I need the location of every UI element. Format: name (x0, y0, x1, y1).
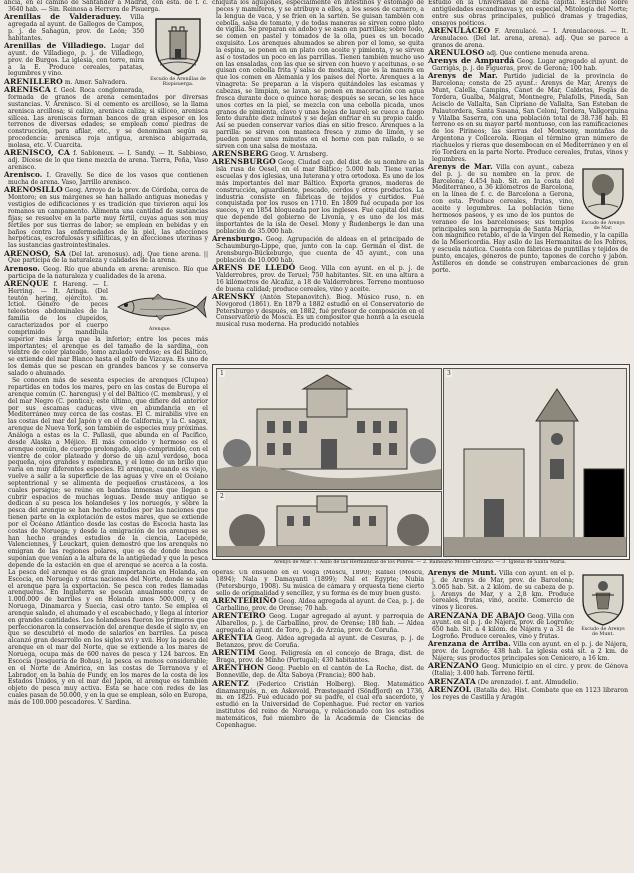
column-right-lower (428, 570, 628, 865)
entry-body: Geog. Agrupación de aldeas en el principado de Schaumburgo-Lippe, que, junto con la cap. Germán el dist. de Arensburgo-Bückeburgo, que cuenta de 45 ayunt., con una población de 10.000 hab. (216, 236, 424, 264)
entry-body: Geog. Aldea agregada al ayunt. de Cea, p. j. de Carballino, prov. de Orense; 70 hab. (216, 597, 424, 612)
headword: ARENZANA DE ABAJO (428, 610, 526, 620)
entry-text: ancia, en el camino de Santander a Madrid, con esta. de f. c. 3640 hab. — Sin. Reinosa a Herrera de Pisuerga. (4, 0, 208, 13)
church-santa-maria-illustration (444, 369, 626, 556)
entry-arenosillo (4, 187, 208, 250)
entry-body: Geog. Feligresía en el concejo de Braga, dist. de Braga, prov. de Minho (Portugal); 430 habitantes. (216, 650, 424, 665)
plate-number: 2 (220, 493, 224, 500)
entry-body: Geog. Villa con ayunt. en el p. j. de Valderrobres, prov. de Teruel; 750 habitantes. Sit. en una altura a 16 kilómetros de Alcañiz, a 18 de Valderrobres. Terreno montuoso de buena calidad; produce cereales, vino y aceite. (216, 265, 424, 293)
figure-coat-of-arms-arenys-de-munt (578, 571, 628, 637)
headword: Arenys de Munt. (428, 570, 497, 577)
headword: Arenoso. (4, 263, 40, 273)
headword: ARENTZ (212, 678, 249, 688)
entry-body: f. Sabloneux. — I. Sandy. — It. Sabbioso, adj. Dícese de lo que tiene mezcla de arena. Tierra, Peña, Vaso arenisco. (8, 150, 208, 171)
entry-arenulaceo (428, 25, 628, 50)
entry-body: Geog. Río que abunda en arena: arenisco. Río que participa de la naturaleza y cualidades de la arena. (8, 265, 208, 280)
coat-of-arms-tree-icon (578, 165, 628, 221)
headword: Arenys de Ampurdá (428, 56, 515, 66)
entry-arenisca (4, 87, 208, 150)
building-asylum-illustration (217, 369, 441, 489)
headword: Arenillas de Villadiego. (4, 41, 107, 51)
headword: ARENSKY (212, 291, 255, 301)
headword: Arenisco. (4, 170, 43, 180)
headword: Arensburgo. (212, 234, 263, 244)
entry-body: Lugar del ayunt. de Villadiego, p. j. de Villadiego, prov. de Burgos. La iglesia, con torre, mira a la E. Produce cereales, patatas, legumbres y vino. (8, 43, 144, 78)
figure-caption: Escudo de Arenillas de Riopisuerga. (150, 77, 206, 88)
engraving-plates-arenys-de-mar (212, 364, 630, 560)
headword: ARENSBURGO (212, 157, 276, 167)
entry-arens-de-lledo (212, 265, 424, 293)
entry-body: f. Geol. Roca conglomerada, formada de granos de arena cementados por diversas sustancias. V. Arenisco. Si el cemento es arcilloso, se la llama arenisca arcillosa; si calizo, arenisca caliza; si silíceo, arenisca silícea. Las areniscas forman bancos de gran espesor en los terrenos de diversas edades; se emplean como piedras de construcción, para afilar, etc., y se denominan según su procedencia: arenisca roja antigua, arenisca abigarrada, molasa, etc. V. Cuarcita. (8, 87, 208, 149)
plate-iglesia (443, 368, 627, 557)
entry-arenteiro (212, 613, 424, 635)
headword: ARENTEIRIÑO (212, 595, 277, 605)
entry-body: Villa agregada al ayunt. de Gallegos de Campos, p. j. de Sahagún, prov. de León; 350 habitantes. (8, 14, 144, 42)
headword: ARENZOL (428, 685, 472, 694)
entry-body: Geog. Ciudad cap. del dist. de su nombre en la isla rusa de Oesel, en el mar Báltico; 5.000 hab. Tiene varias escuelas y dos iglesias, una luterana y otra ortodoxa. Es uno de los más importantes del mar Báltico. Exporta granos, maderas de construcción, aguardiente, pescado, cerdos y otros productos. La industria consiste en fábricas de tejidos y curtidos. Fué conquistada por los rusos en 1710. En 1809 fué ocupada por los suecos, y en 1854 bloqueada por los ingleses. Fué capital del dist. que depende del gobierno de Livonia, y es uno de los más importantes de la isla de Oesel. Mony y Rudenbergs le dan una población de 35.000 hab. (216, 159, 424, 235)
entry-arenisco (4, 150, 208, 172)
figure-coat-of-arms-arenillas-riopisuerga (148, 15, 208, 87)
headword: ARENULÁCEO (428, 25, 491, 35)
entry-body: Geog. V. Arnsberg. (270, 151, 329, 159)
entry-body: Geog. Municipio en el circ. y prov. de Génova (Italia); 3.400 hab. Terreno fértil. (432, 663, 628, 678)
entry-arenys-de-mar-partido (428, 73, 628, 163)
building-spa-illustration (217, 492, 441, 556)
figure-coat-of-arms-arenys-de-mar (578, 165, 628, 231)
column-left (4, 0, 208, 865)
plate-number: 3 (447, 370, 451, 377)
herring-fish-icon (112, 287, 208, 327)
entry-body: F. Arenulacé. — I. Arenulaceous. — It. Arenulaceo. (Del lat. arena, arena). adj. Que se parece a granos de arena. (432, 27, 628, 49)
entry-body: (Antón Stepanovitch). Biog. Músico ruso, n. en Novgorod (1861). En 1879 a 1882 estudió en el Conservatorio de Petersburgo y después, en 1882, fué profesor de composición en el Conservatorio de Moscú. Es un compositor que honra a la escuela musical rusa moderna. Ha producido notables (216, 293, 424, 329)
entry-body: f. Hareng. — I. Herring. — It. Aringa. (Del teutón hering, ejército). m. Ictiol. Género de peces teleósteos abdominales de la familia de los clupeidos, caracterizados por el cuerpo comprimido y mandíbula superior más larga que la inferior; entre los peces más importantes; el arenque es del tamaño de la sardina, con vientre de color plateado, lomo azulado verdoso; es del Báltico, se extiende del mar Blanco hasta el golfo de Vizcaya. Es uno de los demás que se pescan en grandes bancos y se conserva salado o ahumado. (8, 280, 208, 377)
entry-body: Geog. Aldea agregada al ayunt. de Cesuras, p. j. de Betanzos, prov. de Coruña. (216, 635, 424, 649)
headword: ARENILLERO (4, 76, 63, 86)
entry-text: Estudió en la Universidad de dicha capital. Escribió sobre antigüedades escandinavas y, en especial, Mitología del Norte; entre sus obras principales, publicó dramas y tragedias, ensayos poéticos. (428, 0, 628, 27)
headword: ARENQUE (4, 278, 49, 288)
entry-body: Partido judicial de la provincia de Barcelona; consta de 25 ayunt.: Arenys de Mar, Arenys de Munt, Calella, Campins, Canet de Mar, Caldetas, Fogás de Tordera, Gualba, Malgrat, Montnegre, Palafolls, Pineda, San Acisclo de Vallalta, San Cipriano de Vallalta, San Esteban de Palautordera, Santa Susana, San Celoni, Tordera, Vallgorguina y Vilalba Saserra, con una población total de 38.738 hab. El terreno es en su mayor parte montuoso, con las ramificaciones de los Pirineos; las sierras del Montseny, montañas de Argentona y Collcerola. Riegan el término gran número de riachuelos y rieras que desembocan en el Mediterráneo y en el río Tordera en la parte Norte. Produce cereales, frutas, vinos y legumbres. (432, 73, 628, 163)
plates-caption: Arenys de Mar: 1. Asilo de las Hermanitas de los Pobres. — 2. Balneario Monte Calvario. — 3. Iglesia de Santa María. (273, 559, 567, 565)
entry-body: Geog. Pueblo en el cantón de La Roche, dist. de Bonneville, dep. de Alta Saboya (Francia); 800 hab. (216, 665, 424, 680)
entry-body: (De arenzado). f. ant. Almudelio. (477, 678, 579, 686)
headword: ARENTEIRO (212, 611, 266, 621)
entry-text: chiquita los aguijones, especialmente en intestinos y estómago de peces y mamíferos, y se atribuye a ellos, a los sesos de carnero, a la lengua de vaca, y se fríen en la sartén. Se guisan también con cebolla, salsa de tomate, y de todas maneras se sirven como plato de vigilia. Se preparan en adobo y se asan en parrillas; sobre todo, se comen en pastel y tomados de la olla, pues es un bocado exquisito. Los arenques ahumados se abren por el lomo, se quita la espina, se ponen en un plato con aceite y pimienta, y se sirven así o tostados un poco en las parrillas. Tienen también mucho uso en las ensaladas, con las que se sirven con huevo y aceitunas, o se guisan con cebolla frita y salsa de mostaza, que es la manera en que los comen en Alemania y los países del Norte. Arenques a la vinagreta: Se preparan a la víspera quitándoles las escamas y cabezas, se limpian, se lavan, se ponen en maceración con agua fresca durante doce o quince horas; después se secan, se les hace unos cortes en la piel, se mezcla con una cebolla picada, unos granos de pimienta, clavo y unas hojas de laurel; se cuece a fuego lento durante diez minutos y se dejan enfriar en su propio caldo. Así se pueden conservar varios días en sitio fresco. Arenques a la parrilla: se sirven con manteca fresca y zumo de limón, y se pueden poner unos minutos en el horno con pan rallado, o se sirven con una salsa de mostaza. (212, 0, 424, 150)
entry-body: adj. Que contiene menuda arena. (486, 49, 590, 57)
entry-body: Villa con ayunt. en el p. j. de Arenys de Mar, prov. de Barcelona; 3.065 hab. Sit. a 2 kilóm. de su cabeza de p. j. Arenys de Mar, y a 2,8 km. Produce cereales, frutas, vino, aceite. Comercio de vinos y licores. (432, 570, 575, 612)
entry-arenzana-de-arriba (428, 641, 628, 663)
headword: ARENOSO, SA (4, 248, 66, 258)
plate-number: 1 (220, 370, 224, 377)
headword: ARENISCO, CA (4, 148, 70, 158)
entry-arenzol (428, 687, 628, 702)
entry-body: I. Gravelly. Se dice de los vasos que contienen mucha de arena. Vaso, Jarrillo arenisco. (8, 172, 208, 187)
entry-arensburgo (212, 159, 424, 235)
headword: Arenys de Mar. (428, 71, 498, 81)
entry-body: Geog. Villa con ayunt. en el p. j. de Nájera, prov. de Logroño; 650 hab. Sit. a 4 kilóm. de Nájera y a 31 de Logroño. Produce cereales, vino y frutas. (432, 612, 574, 641)
coat-of-arms-knight-icon (578, 571, 628, 627)
headword: ARENZANO (428, 661, 479, 671)
column-middle-lower (212, 570, 424, 865)
entry-arensburgo-2 (212, 236, 424, 264)
entry-arentz (212, 678, 424, 730)
headword: ARENSBERG (212, 149, 269, 159)
headword: ARENZATA (428, 676, 476, 686)
entry-body: Geog. Arroyo de la prov. de Córdoba, cerca de Montoro; en sus márgenes se han hallado antiguas monedas y vestigios de edificaciones y es tradición que tuvieron aquí los romanos un campamento. Alimenta una cantidad de sustancias fijas; se resuelve en la parte muy fértil, cuyas aguas son muy fértiles por sus tierras de labor; se emplean en bebidas y en baños contra las enfermedades de la piel, las afecciones herpéticas, escrofulosas y sifilíticas, y en afecciones uterinas y las sustancias gastrointestinales. (8, 187, 208, 250)
entry-body: Geog. Lugar agregado al ayunt. y parroquia de Albarellos, p. j. de Carballino, prov. de Orense; 180 hab. — Aldea agregada al ayunt. de Toro, p. j. de Arzúa, prov. de Coruña. (216, 613, 424, 634)
plate-balneario (216, 491, 442, 557)
headword: Arenillas de Valderaduey. (4, 12, 122, 22)
headword: ARENOSILLO (4, 185, 63, 195)
headword: Arenzana de Arriba. (428, 639, 511, 649)
plate-asilo (216, 368, 442, 490)
headword: ARENS DE LLEDÓ (212, 263, 296, 273)
entry-body: Geog. Lugar agregado al ayunt. de Garrigàs, p. j. de Figueras, prov. de Gerona; 100 hab. (432, 58, 628, 73)
headword: ARENTHON (212, 663, 265, 673)
headword: Arenys de Mar. (428, 161, 493, 171)
entry-arenque-continued: Se conocen más de sesenta especies de arenques (Clupea) repartidas en todos los mares, pero en las costas de Europa el arenque común (C. harengus) y el del Báltico (C. membras), y el del mar Negro (C. pontica); este último, que difiere del anterior por sus escamas caducas, vive en abundancia en el Mediterráneo muy cerca de las costas. El C. mirabilis vive en las costas del mar del Japón y en el de California, y la C. sagax, arenque de Nueva York, son también de especies muy próximas. Análoga a estas es la C. Pallasii, que abunda en el Pacífico, desde Alaska a Méjico. El más conocido y hermoso es el arenque común, de cuerpo prolongado, algo comprimido, con el vientre de color plateado y dorso de un azul verdoso, boca pequeña, ojos grandes y membrana, y el lomo de un brillo que varía en muy diferentes especies. El arenque, cuando es viejo, vuelve a salir a la superficie de las aguas y vive en el Océano septentrional y se alimenta de pequeños crustáceos, a los cuales persigue; se reúne en bandas inmensas que llegan a cubrir espacios de muchas leguas. Desde muy antiguo se dedican a su pesca los holandeses y los noruegos, y sobre la pesca del arenque se han hecho estudios por las naciones que tienen parte en la explotación de estos mares, que se extiende por el Océano Atlántico desde las costas de Escocia hasta las costas de Noruega; y desde la emigración de los arenques se han hecho grandes estudios de la ciencia, Lacepède, Valenciennes, y Leuckart, quien demostró que los arenques no emigran de las regiones polares, que es de donde muchos suponían que venían a la altura de la antigüedad y que la pesca depende de la estación en que el arenque se acerca a la costa. La pesca del arenque es de gran importancia en Holanda, en Escocia, en Noruega y otras naciones del Norte, donde se sala el arenque para la exportación. Se pesca con redes llamadas arenqueras. En Inglaterra se pescan anualmente cerca de 1.000.000 de barriles y en Holanda unos 500.000, y en Noruega, Dinamarca y Suecia, casi otro tanto. Se emplea el arenque salado, el ahumado y el escabechado, y llega al interior en grandes cantidades. Los holandeses fueron los primeros que perfeccionaron la conservación del arenque desde el siglo xv, en que se descubrió el modo de salarlos en barriles. La pesca alcanzó gran desarrollo en los siglos xvi y xvii. Hoy la pesca del arenque en el mar del Norte, que se extiende a los mares de Noruega, ocupa más de 600 naves de pesca y 124 barcos. En Escocia (pesquería de Bohus), la pesca es menos considerable; en el Norte de América, en las costas de Terranova y el Labrador, en la bahía de Fundy, en los mares de la costa de los Estados Unidos, y en el mar del Japón, el arenque es también objeto de pesca muy activa. Esta se hace con redes de las cuales pasan de 50.000, y en la que se emplean, sólo en Europa, más de 100.000 pescadores. V. Sardina. (8, 377, 208, 706)
entry-arensky (212, 291, 424, 329)
entry-body: (Del lat. arenosus). adj. Que tiene arena. || Que participa de la naturaleza y calidades de la arena. (8, 250, 208, 265)
column-middle (212, 0, 424, 362)
figure-caption: Escudo de Arenys de Munt. (581, 627, 625, 638)
entry-text: óperas: Un ensueño en el Volga (Moscú, 1890); Rafael (Moscú, 1894); Nala y Damayanti (1899); Nal et Egypte; Nubia (Petersburgo, 1908). Su música de cámara y orquesta tiene cierto sello de originalidad y sencillez, y su forma es de muy buen gusto. (212, 570, 424, 597)
entry-body: (Federico Cristián Holberg). Biog. Matemático dinamarqués, n. en Askevold, Præstegaard (Söndfjord) en 1736, m. en 1825. Fué educado por su padre, el cual era sacerdote, y estudió en la Universidad de Copenhague. Fué rector en varios institutos del reino de Noruega, y relacionado con los estudios matemáticos, fué miembro de la Academia de Ciencias de Copenhague. (216, 680, 424, 729)
figure-caption: Escudo de Arenys de Mar. (581, 220, 625, 232)
column-right (428, 0, 628, 362)
headword: ARENTIA (212, 633, 253, 643)
entry-body: Villa con ayunt. en el p. j. de Nájera, prov. de Logroño; 438 hab. La iglesia está sit. a 2 km. de Nájera; sus productos principales son Cenicero, a 16 km. (432, 641, 628, 663)
headword: ARENISCA (4, 85, 51, 95)
figure-herring (112, 287, 208, 332)
entry-body: m. Amer. Salvadera. (64, 78, 128, 86)
entry-body: (Batalla de). Hist. Combate que en 1123 libraron los reyes de Castilla y Aragón (432, 687, 628, 701)
headword: ARENULOSO (428, 47, 485, 57)
entry-body: Villa con ayunt., cabeza del p. j. de su nombre en la prov. de Barcelona; 4.454 hab. Sit. en la costa del Mediterráneo, a 36 kilómetros de Barcelona, en la línea de f. c. de Barcelona a Gerona, con esta. Produce cereales, frutas, vino, aceite y legumbres. La población tiene hermosos paseos, y es uno de los puntos de veraneo de los barceloneses; sus templos principales son la parroquia de Santa María, con magnífico retablo, el de la Virgen del Remedio, y la capilla de la Misericordia. Hay asilo de las Hermanitas de los Pobres, y escuela náutica. Cuenta con fábricas de puntillas y tejidos de punto, encajes, géneros de punto, tapones de corcho y jabón. Astilleros en donde se construyen embarcaciones de gran porte. (432, 163, 628, 274)
figure-caption: Arenque. (148, 326, 172, 332)
headword: ARENTIM (212, 648, 256, 658)
coat-of-arms-icon (148, 15, 208, 77)
